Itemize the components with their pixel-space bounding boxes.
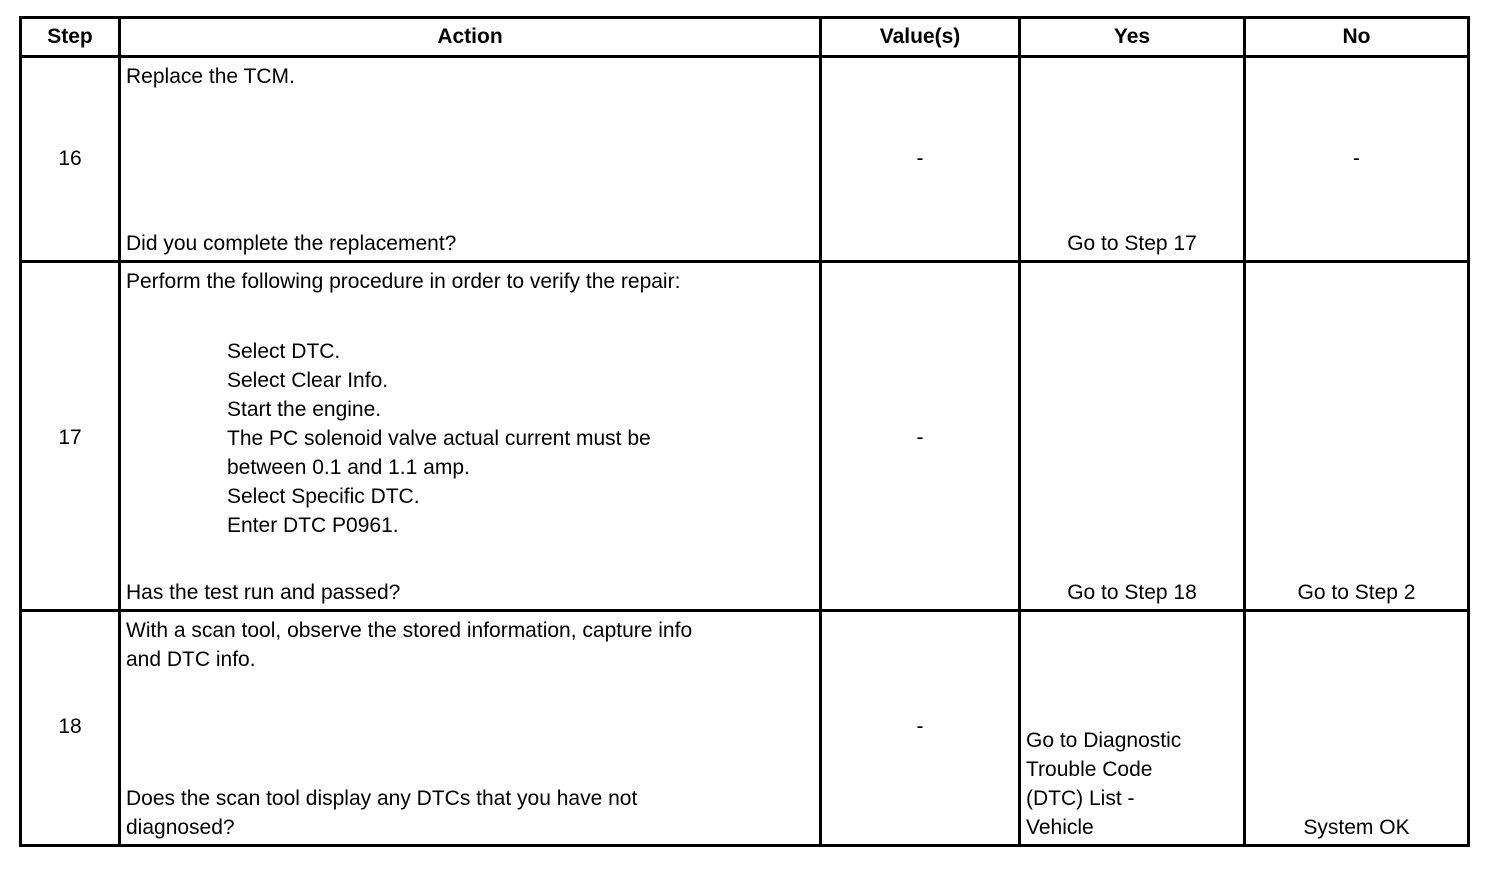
yes-line: Vehicle (1026, 816, 1094, 839)
header-values: Value(s) (821, 18, 1020, 57)
value-cell (821, 611, 1020, 846)
yes-text: Go to Step 18 (1067, 581, 1197, 604)
procedure-step: Enter DTC P0961. (227, 514, 399, 537)
value-text: - (916, 715, 924, 738)
header-yes: Yes (1020, 18, 1245, 57)
yes-line: Go to Diagnostic (1026, 729, 1182, 752)
header-no: No (1245, 18, 1469, 57)
action-cell (120, 57, 821, 262)
procedure-step: Select Specific DTC. (227, 485, 420, 508)
value-text: - (916, 147, 924, 170)
step-number: 18 (58, 715, 82, 738)
action-cell (120, 611, 821, 846)
yes-cell (1020, 611, 1245, 846)
procedure-step: Select Clear Info. (227, 369, 389, 392)
action-intro (126, 616, 811, 674)
value-text: - (916, 426, 924, 449)
yes-cell (1020, 57, 1245, 262)
no-text: - (1353, 147, 1360, 170)
procedure-list (227, 337, 809, 540)
step-cell (21, 57, 120, 262)
action-intro-line: With a scan tool, observe the stored information, capture info (126, 619, 693, 642)
step-cell (21, 262, 120, 611)
table-row-step-18 (21, 611, 1469, 846)
action-question: Did you complete the replacement? (126, 232, 457, 255)
procedure-step: Select DTC. (227, 340, 341, 363)
header-row (21, 18, 1469, 57)
action-cell (120, 262, 821, 611)
action-intro: Replace the TCM. (126, 65, 295, 88)
value-cell (821, 57, 1020, 262)
no-text: System OK (1303, 816, 1410, 839)
procedure-step: between 0.1 and 1.1 amp. (227, 456, 470, 479)
no-cell (1245, 611, 1469, 846)
yes-cell (1020, 262, 1245, 611)
header-step: Step (21, 18, 120, 57)
diagnostic-table (19, 16, 1470, 847)
action-question: Has the test run and passed? (126, 581, 401, 604)
step-number: 17 (58, 426, 82, 449)
action-question-line: Does the scan tool display any DTCs that you have not (126, 787, 638, 810)
action-intro: Perform the following procedure in order to verify the repair: (126, 270, 681, 293)
procedure-step: The PC solenoid valve actual current must be (227, 427, 651, 450)
no-cell (1245, 57, 1469, 262)
yes-text: Go to Step 17 (1067, 232, 1197, 255)
action-question-line: diagnosed? (126, 816, 235, 839)
no-text: Go to Step 2 (1297, 581, 1416, 604)
yes-line: Trouble Code (1026, 758, 1153, 781)
no-cell (1245, 262, 1469, 611)
table-row-step-16 (21, 57, 1469, 262)
table-row-step-17 (21, 262, 1469, 611)
yes-text (1026, 726, 1238, 842)
header-action: Action (120, 18, 821, 57)
value-cell (821, 262, 1020, 611)
step-number: 16 (58, 147, 82, 170)
yes-line: (DTC) List - (1026, 787, 1135, 810)
procedure-step: Start the engine. (227, 398, 382, 421)
action-question (126, 784, 811, 842)
step-cell (21, 611, 120, 846)
action-intro-line: and DTC info. (126, 648, 256, 671)
